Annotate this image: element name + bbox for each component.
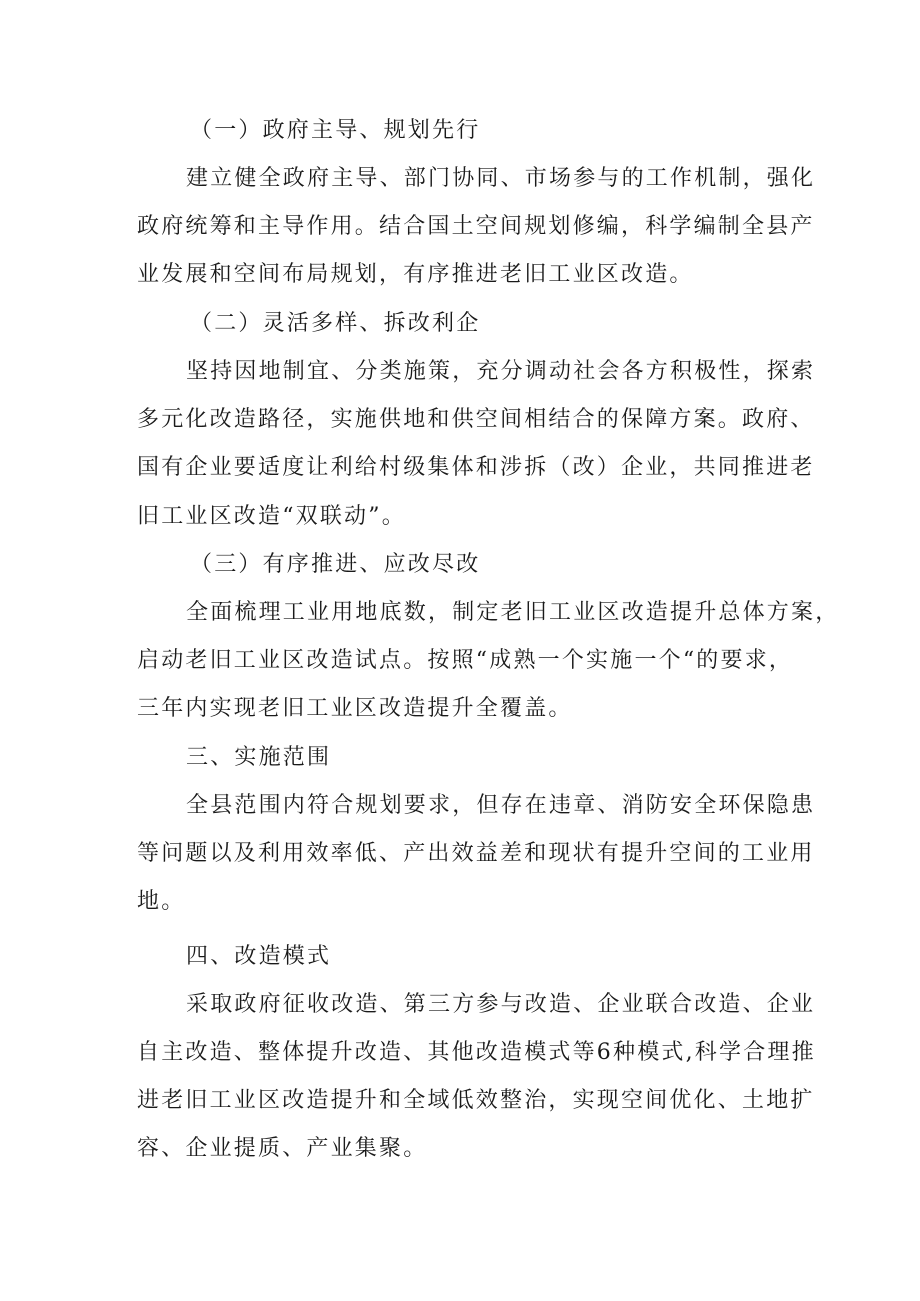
paragraph-line: 政府统筹和主导作用。结合国土空间规划修编，科学编制全县产	[137, 214, 815, 239]
section-heading-2: （二）灵活多样、拆改利企	[190, 311, 481, 336]
section-heading-1: （一）政府主导、规划先行	[190, 118, 481, 143]
paragraph-line: 三年内实现老旧工业区改造提升全覆盖。	[137, 696, 573, 721]
section-heading-5: 四、改造模式	[186, 944, 332, 969]
paragraph-line: 业发展和空间布局规划，有序推进老旧工业区改造。	[137, 262, 694, 287]
paragraph-line: 采取政府征收改造、第三方参与改造、企业联合改造、企业	[186, 992, 816, 1017]
paragraph-line: 自主改造、整体提升改造、其他改造模式等6种模式,科学合理推	[137, 1040, 816, 1065]
section-heading-4: 三、实施范围	[186, 745, 332, 770]
paragraph-line: 进老旧工业区改造提升和全域低效整治，实现空间优化、土地扩	[137, 1088, 815, 1113]
paragraph-line: 地。	[137, 889, 186, 914]
paragraph-line: 坚持因地制宜、分类施策，充分调动社会各方积极性，探索	[186, 359, 816, 384]
paragraph-line: 建立健全政府主导、部门协同、市场参与的工作机制，强化	[186, 166, 816, 191]
paragraph-line: 多元化改造路径，实施供地和供空间相结合的保障方案。政府、	[137, 407, 815, 432]
paragraph-line: 全县范围内符合规划要求，但存在违章、消防安全环保隐患	[186, 793, 816, 818]
section-heading-3: （三）有序推进、应改尽改	[190, 552, 481, 577]
paragraph-line: 全面梳理工业用地底数，制定老旧工业区改造提升总体方案，	[186, 600, 840, 625]
paragraph-line: 启动老旧工业区改造试点。按照“成熟一个实施一个“的要求，	[137, 648, 794, 673]
paragraph-line: 容、企业提质、产业集聚。	[137, 1136, 428, 1161]
paragraph-line: 国有企业要适度让利给村级集体和涉拆（改）企业，共同推进老	[137, 455, 815, 480]
paragraph-line: 等问题以及利用效率低、产出效益差和现状有提升空间的工业用	[137, 841, 815, 866]
paragraph-line: 旧工业区改造“双联动”。	[137, 504, 406, 529]
